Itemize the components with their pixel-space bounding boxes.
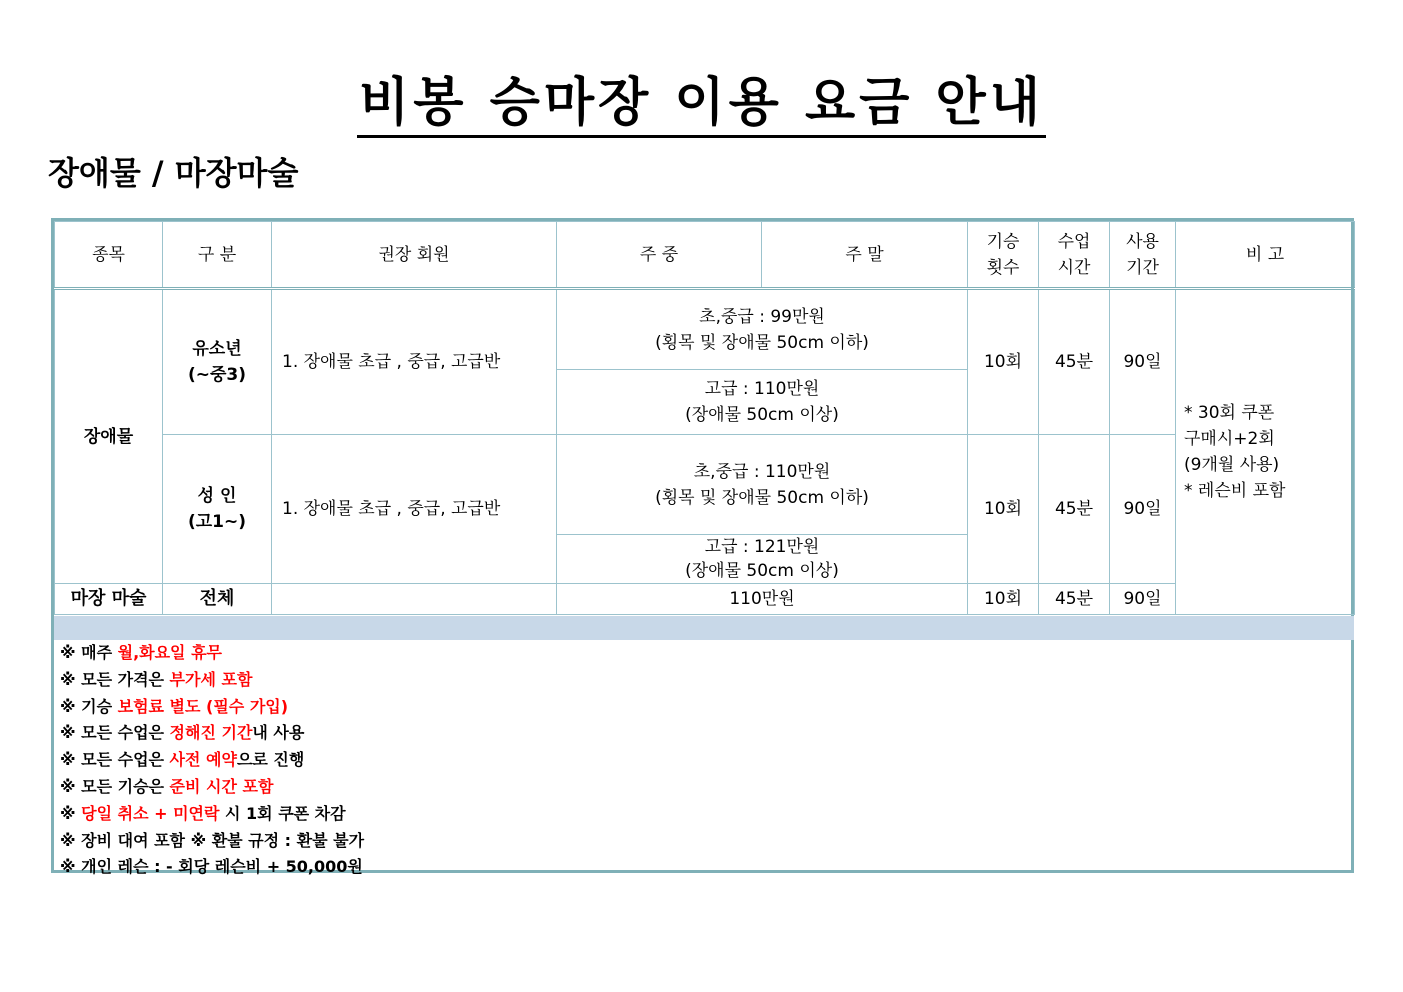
note-text: 사전 예약	[169, 750, 237, 770]
note-text: 준비 시간 포함	[169, 776, 274, 796]
note-item	[60, 694, 1340, 721]
youth-course: 1. 장애물 초급 , 중급, 고급반	[272, 289, 557, 435]
adult-price-a-line1: 초,중급 : 110만원	[693, 461, 831, 482]
table-row	[55, 584, 1355, 615]
section-subtitle: 장애물 / 마장마술	[48, 154, 299, 192]
note-item	[60, 640, 1340, 667]
note-text: 정해진 기간	[169, 723, 253, 743]
adult-label-line1: 성 인	[197, 486, 237, 506]
dressage-event: 마장 마술	[55, 584, 163, 615]
note-mark: ※	[60, 803, 82, 823]
header-usage-line1: 사용	[1126, 231, 1159, 252]
header-usage-line2: 기간	[1126, 257, 1159, 278]
youth-price-b	[557, 370, 968, 435]
youth-price-a-line1: 초,중급 : 99만원	[699, 306, 825, 327]
youth-price-a-line2: (횡목 및 장애물 50cm 이하)	[655, 332, 869, 353]
note-text: 내 사용	[252, 723, 305, 743]
note-text: 시 1회 쿠폰 차감	[219, 803, 346, 823]
note-mark: ※	[60, 696, 82, 716]
note-text: 모든 가격은	[81, 669, 170, 689]
adult-course: 1. 장애물 초급 , 중급, 고급반	[272, 435, 557, 584]
page-title	[0, 60, 1403, 135]
header-weekday: 주 중	[557, 222, 762, 289]
dressage-period: 90일	[1110, 584, 1176, 615]
youth-period: 90일	[1110, 289, 1176, 435]
youth-price-b-line2: (장애물 50cm 이상)	[685, 405, 839, 425]
note-mark: ※	[60, 776, 82, 796]
note-text: 모든 수업은	[81, 750, 170, 770]
adult-price-a-line2: (횡목 및 장애물 50cm 이하)	[655, 487, 869, 508]
table-row	[55, 435, 1355, 535]
dressage-price: 110만원	[557, 584, 968, 615]
table-row	[55, 289, 1355, 370]
dressage-rides: 10회	[968, 584, 1039, 615]
youth-label-line2: (~중3)	[187, 365, 247, 385]
header-category: 구 분	[163, 222, 272, 289]
youth-rides: 10회	[968, 289, 1039, 435]
note-item	[60, 774, 1340, 801]
note-mark: ※	[60, 669, 82, 689]
header-event: 종목	[55, 222, 163, 289]
youth-label-line1: 유소년	[192, 339, 242, 359]
note-mark: ※	[60, 750, 82, 770]
youth-price-b-line1: 고급 : 110만원	[704, 379, 820, 399]
adult-price-a	[557, 435, 968, 535]
separator-band	[54, 616, 1354, 640]
price-table	[54, 221, 1355, 615]
note-text: 개인 레슨 : - 회당 레슨비 + 50,000원	[81, 857, 363, 877]
note-item	[60, 801, 1340, 828]
note-item	[60, 747, 1340, 774]
note-mark: ※	[60, 643, 82, 662]
note-text: 으로 진행	[236, 750, 305, 770]
group-jumping: 장애물	[55, 289, 163, 584]
note-mark: ※	[60, 723, 82, 743]
note-text: 부가세 포함	[169, 669, 253, 689]
header-lesson	[1039, 222, 1110, 289]
note-mark: ※	[60, 857, 82, 877]
header-recommended: 권장 회원	[272, 222, 557, 289]
header-remarks: 비 고	[1176, 222, 1355, 289]
adult-price-b-line1: 고급 : 121만원	[704, 537, 820, 557]
remarks-line: * 레슨비 포함	[1184, 481, 1286, 501]
remarks-line: 구매시+2회	[1184, 429, 1275, 449]
adult-period: 90일	[1110, 435, 1176, 584]
header-weekend: 주 말	[762, 222, 968, 289]
remarks-cell	[1176, 289, 1355, 615]
note-text: 모든 수업은	[81, 723, 170, 743]
note-text: 매주	[81, 643, 118, 662]
adult-label-line2: (고1~)	[187, 512, 247, 532]
note-text: 장비 대여 포함 ※ 환불 규정 : 환불 불가	[81, 830, 365, 850]
youth-lesson: 45분	[1039, 289, 1110, 435]
header-rides-line1: 기승	[986, 231, 1020, 252]
youth-label	[163, 289, 272, 435]
header-usage	[1110, 222, 1176, 289]
note-text: 당일 취소 + 미연락	[81, 803, 220, 823]
page-title-text: 비봉 승마장 이용 요금 안내	[357, 73, 1046, 138]
note-text: 모든 기승은	[81, 776, 170, 796]
header-rides	[968, 222, 1039, 289]
dressage-category: 전체	[163, 584, 272, 615]
header-rides-line2: 횟수	[986, 257, 1020, 278]
header-lesson-line2: 시간	[1057, 257, 1091, 278]
note-item	[60, 667, 1340, 694]
remarks-line: (9개월 사용)	[1184, 455, 1280, 475]
note-item	[60, 828, 1340, 855]
note-text: 월,화요일 휴무	[117, 643, 222, 662]
table-header-row	[55, 222, 1355, 289]
note-item	[60, 720, 1340, 747]
adult-rides: 10회	[968, 435, 1039, 584]
adult-price-b-line2: (장애물 50cm 이상)	[685, 561, 839, 581]
note-text: 기승	[81, 696, 118, 716]
note-item	[60, 854, 1340, 881]
adult-price-b	[557, 535, 968, 584]
header-lesson-line1: 수업	[1057, 231, 1091, 252]
adult-label	[163, 435, 272, 584]
remarks-line: * 30회 쿠폰	[1184, 403, 1275, 423]
notes-list	[60, 640, 1340, 881]
note-text: 보험료 별도 (필수 가입)	[117, 696, 289, 716]
dressage-recommended	[272, 584, 557, 615]
adult-lesson: 45분	[1039, 435, 1110, 584]
dressage-lesson: 45분	[1039, 584, 1110, 615]
note-mark: ※	[60, 830, 82, 850]
youth-price-a	[557, 289, 968, 370]
